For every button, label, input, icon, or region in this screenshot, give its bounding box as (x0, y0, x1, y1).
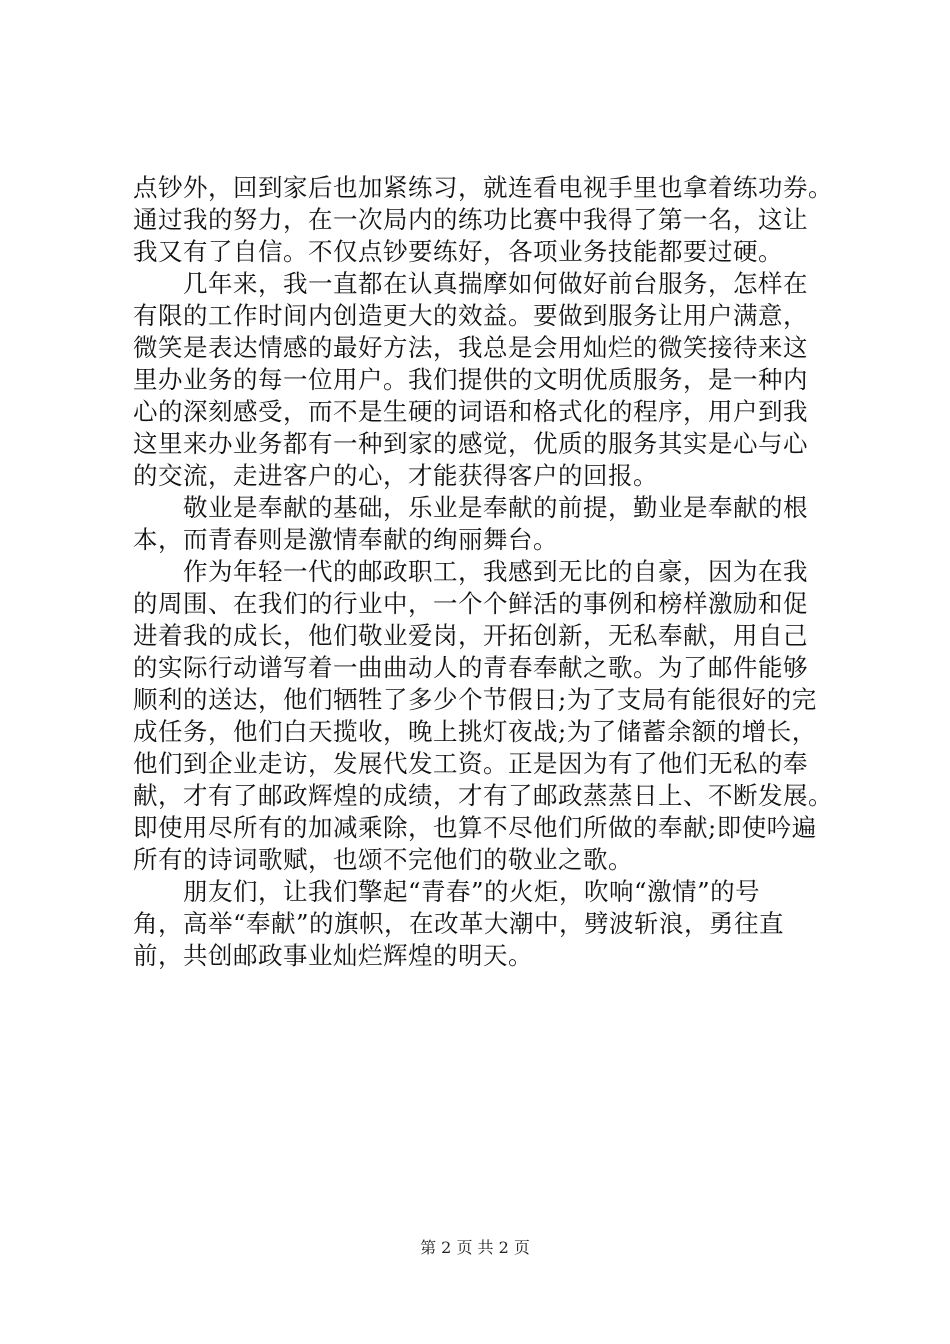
text-line: 几年来，我一直都在认真揣摩如何做好前台服务，怎样在 (133, 269, 808, 298)
text-line: 成任务，他们白天揽收，晚上挑灯夜战;为了储蓄余额的增长， (133, 717, 817, 746)
text-line: 进着我的成长，他们敬业爱岗，开拓创新，无私奉献，用自己 (133, 621, 808, 650)
page-number-footer: 第 2 页 共 2 页 (420, 1238, 530, 1257)
text-line: 我又有了自信。不仅点钞要练好，各项业务技能都要过硬。 (133, 237, 783, 266)
text-line: 顺利的送达，他们牺牲了多少个节假日;为了支局有能很好的完 (133, 685, 817, 714)
text-line: 献，才有了邮政辉煌的成绩，才有了邮政蒸蒸日上、不断发展。 (133, 781, 833, 810)
text-line: 的周围、在我们的行业中，一个个鲜活的事例和榜样激励和促 (133, 589, 808, 618)
text-line: 敬业是奉献的基础，乐业是奉献的前提，勤业是奉献的根 (133, 493, 808, 522)
text-line: 朋友们，让我们擎起“青春”的火炬，吹响“激情”的号 (133, 877, 761, 906)
text-line: 有限的工作时间内创造更大的效益。要做到服务让用户满意， (133, 301, 808, 330)
text-line: 通过我的努力，在一次局内的练功比赛中我得了第一名，这让 (133, 205, 808, 234)
text-line: 前，共创邮政事业灿烂辉煌的明天。 (133, 941, 533, 970)
text-line: 里办业务的每一位用户。我们提供的文明优质服务，是一种内 (133, 365, 808, 394)
text-line: 这里来办业务都有一种到家的感觉，优质的服务其实是心与心 (133, 429, 808, 458)
text-line: 作为年轻一代的邮政职工，我感到无比的自豪，因为在我 (133, 557, 808, 586)
text-line: 角，高举“奉献”的旗帜，在改革大潮中，劈波斩浪，勇往直 (133, 909, 785, 938)
text-line: 的交流，走进客户的心，才能获得客户的回报。 (133, 461, 658, 490)
text-line: 他们到企业走访，发展代发工资。正是因为有了他们无私的奉 (133, 749, 808, 778)
text-line: 即使用尽所有的加减乘除，也算不尽他们所做的奉献;即使吟遍 (133, 813, 817, 842)
text-line: 所有的诗词歌赋，也颂不完他们的敬业之歌。 (133, 845, 633, 874)
text-line: 心的深刻感受，而不是生硬的词语和格式化的程序，用户到我 (133, 397, 808, 426)
text-line: 的实际行动谱写着一曲曲动人的青春奉献之歌。为了邮件能够 (133, 653, 808, 682)
text-line: 本，而青春则是激情奉献的绚丽舞台。 (133, 525, 558, 554)
body-text (133, 172, 833, 972)
text-line: 点钞外，回到家后也加紧练习，就连看电视手里也拿着练功券。 (133, 173, 833, 202)
text-line: 微笑是表达情感的最好方法，我总是会用灿烂的微笑接待来这 (133, 333, 808, 362)
